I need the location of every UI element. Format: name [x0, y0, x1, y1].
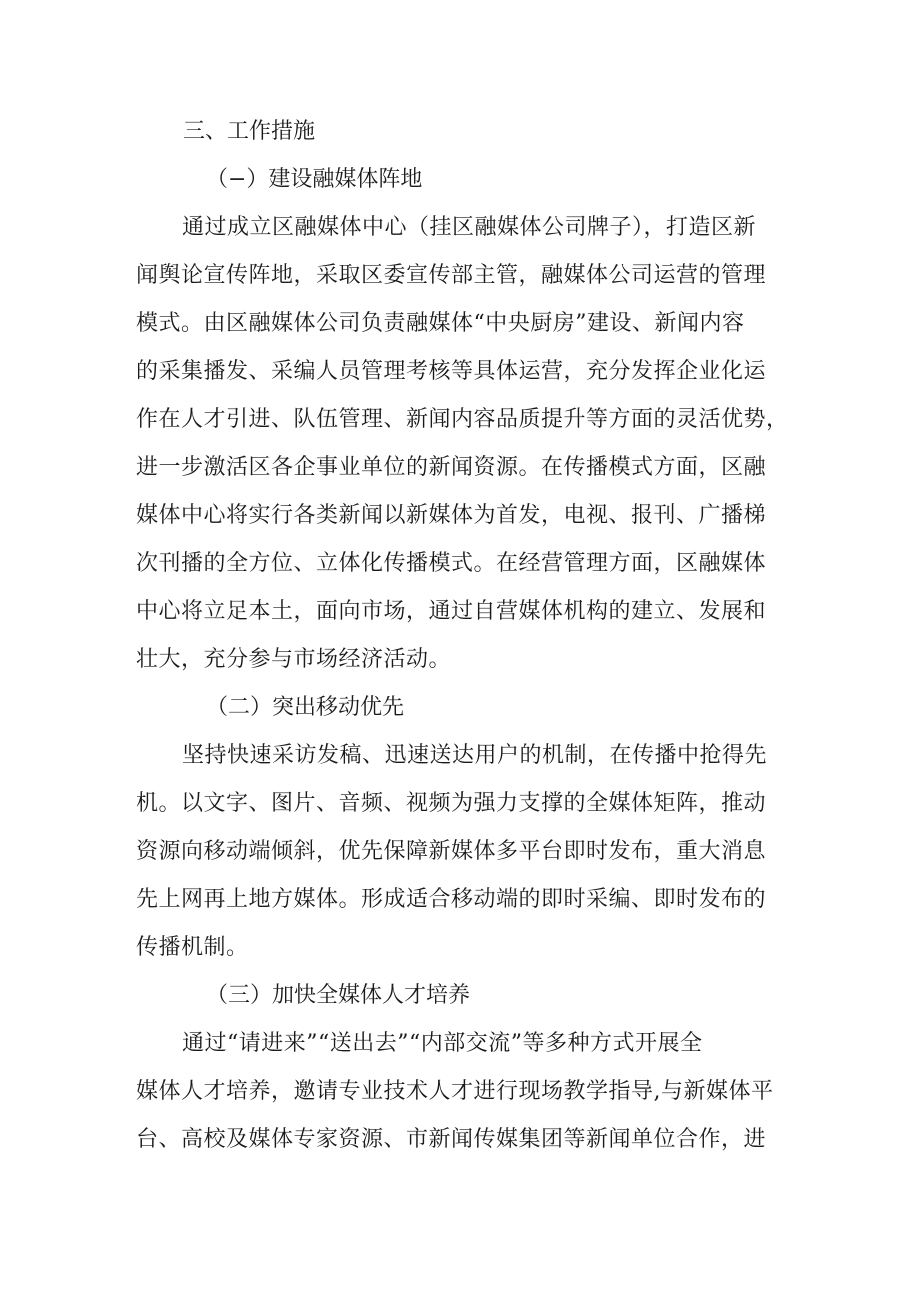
subsection-title-2: （二）突出移动优先 — [206, 695, 405, 720]
paragraph-line: 通过成立区融媒体中心（挂区融媒体公司牌子），打造区新 — [182, 215, 757, 240]
paragraph-line: 媒体中心将实行各类新闻以新媒体为首发，电视、报刊、广播梯 — [136, 503, 767, 528]
paragraph-line: 中心将立足本土，面向市场，通过自营媒体机构的建立、发展和 — [136, 599, 767, 624]
subsection-title-3: （三）加快全媒体人才培养 — [206, 983, 471, 1008]
paragraph-line: 作在人才引进、队伍管理、新闻内容品质提升等方面的灵活优势， — [136, 407, 789, 432]
paragraph-line: 次刊播的全方位、立体化传播模式。在经营管理方面，区融媒体 — [136, 551, 767, 576]
paragraph-line: 媒体人才培养，邀请专业技术人才进行现场教学指导,与新媒体平 — [136, 1079, 774, 1104]
paragraph-line: 台、高校及媒体专家资源、市新闻传媒集团等新闻单位合作，进 — [136, 1127, 767, 1152]
paragraph-line: 资源向移动端倾斜，优先保障新媒体多平台即时发布，重大消息 — [136, 839, 767, 864]
paragraph-line: 先上网再上地方媒体。形成适合移动端的即时采编、即时发布的 — [136, 887, 767, 912]
paragraph-line: 的采集播发、采编人员管理考核等具体运营，充分发挥企业化运 — [136, 359, 767, 384]
paragraph-line: 闻舆论宣传阵地，采取区委宣传部主管，融媒体公司运营的管理 — [136, 263, 767, 288]
paragraph-line: 坚持快速采访发稿、迅速送达用户的机制，在传播中抢得先 — [182, 743, 768, 768]
paragraph-line: 进一步激活区各企事业单位的新闻资源。在传播模式方面，区融 — [136, 455, 767, 480]
paragraph-line: 模式。由区融媒体公司负责融媒体“中央厨房”建设、新闻内容 — [136, 311, 745, 336]
subsection-title-1: （−）建设融媒体阵地 — [206, 167, 423, 192]
paragraph-line: 机。以文字、图片、音频、视频为强力支撑的全媒体矩阵，推动 — [136, 791, 767, 816]
paragraph-line: 壮大，充分参与市场经济活动。 — [136, 647, 452, 672]
paragraph-line: 通过“请进来”“送出去”“内部交流”等多种方式开展全 — [182, 1031, 703, 1056]
paragraph-line: 传播机制。 — [136, 935, 249, 960]
section-heading: 三、工作措施 — [183, 119, 316, 144]
